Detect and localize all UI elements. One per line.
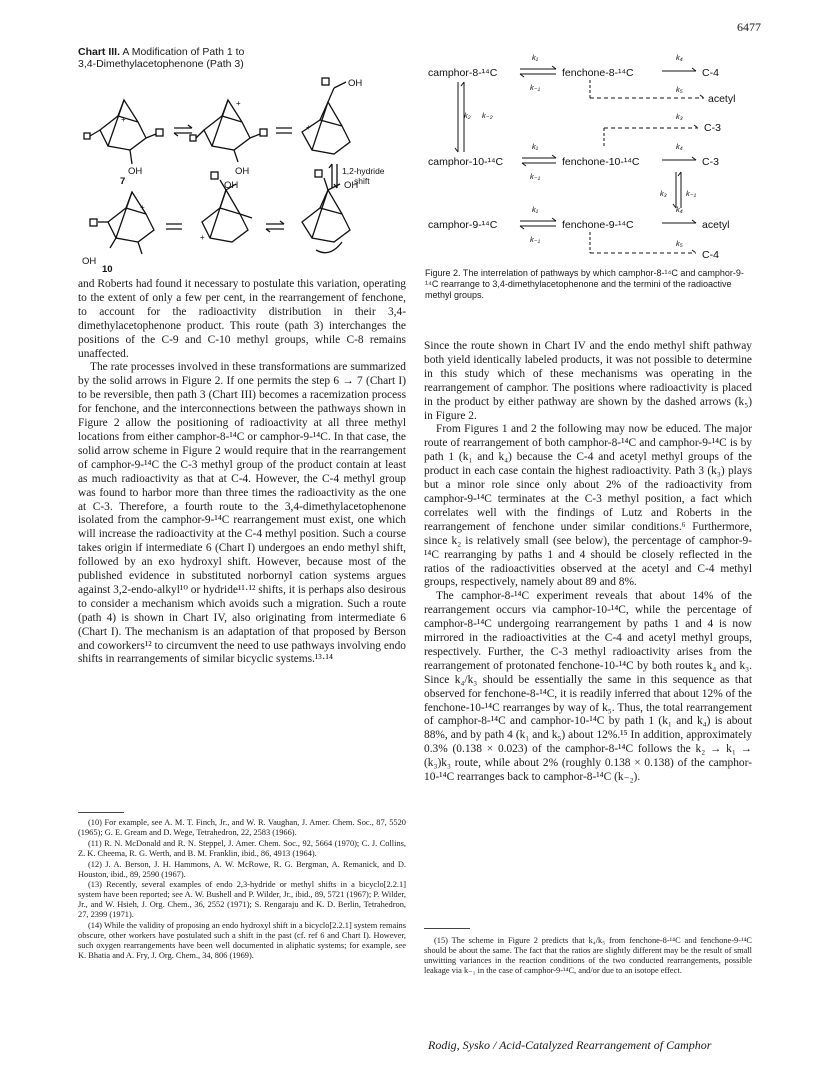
- oh-label-3: OH: [348, 78, 363, 89]
- page-number: 6477: [737, 20, 761, 34]
- footnote-11: (11) R. N. McDonald and R. N. Steppel, J. Amer. Chem. Soc., 92, 5664 (1970); C. J. Collins, Z. K. Cheema, R. G. Werth, and B. M. Franklin, ibid., 86, 4913 (1964).: [78, 838, 406, 858]
- hydride-shift-label-2: shift: [354, 176, 370, 186]
- structure-10c: [302, 170, 350, 253]
- compound-label-7: 7: [120, 176, 126, 187]
- running-footer: Rodig, Sysko / Acid-Catalyzed Rearrangement of Camphor: [428, 1038, 712, 1052]
- structure-7c: [302, 78, 350, 154]
- structure-7a: [84, 100, 163, 164]
- fig2-c4-bottom: C-4: [702, 249, 719, 261]
- left-footnotes: [78, 818, 406, 962]
- oh-label-5: OH: [344, 180, 359, 191]
- fig2-fenchone-9: fenchone-9-¹⁴C: [562, 219, 634, 231]
- cation-plus-2: +: [236, 99, 241, 108]
- fig2-acetyl-bottom: acetyl: [702, 219, 730, 231]
- oh-label-2: OH: [235, 166, 250, 177]
- fig2-fenchone-8: fenchone-8-¹⁴C: [562, 67, 634, 79]
- fig2-c3-mid: C-3: [702, 156, 719, 168]
- fig2-k1-top: k₁: [532, 53, 539, 62]
- footnote-12: (12) J. A. Berson, J. H. Hammons, A. W. McRowe, R. G. Bergman, A. Remanick, and D. Houston, ibid., 89, 2590 (1967).: [78, 859, 406, 879]
- right-paragraph-2: From Figures 1 and 2 the following may now be educed. The major route of rearrangement of both camphor-8-¹⁴C and camphor-9-¹⁴C is by path 1 (k₁ and k₄) because the C-4 and acetyl methyl groups of the product in each case contain the highest radioactivity. Path 3 (k₃) plays but a minor role since only about 2% of the radioactivity from camphor-9-¹⁴C terminates at the C-3 methyl position, a fact which correlates well with the findings of Lutz and Roberts in the rearrangement of fenchone under similar conditions.⁶ Furthermore, since k₂ is relatively small (see below), the percentage of camphor-9-¹⁴C rearranging by paths 1 and 4 should be closely reflected in the ratios of the radioactivities observed at the acetyl and C-4 methyl groups, respectively, namely about 89 and 8%.: [424, 423, 752, 589]
- footnote-15: (15) The scheme in Figure 2 predicts that k₄/k₅ from fenchone-8-¹⁴C and fenchone-9-¹⁴C should be about the same. The fact that the ratios are slightly different may be the result of small unwitting variances in the reaction conditions of the two conducted rearrangements, possible leakage via k₋₁ in the case of camphor-9-¹⁴C, and/or due to an isotope effect.: [424, 936, 752, 975]
- chart-3-title-line2: 3,4-Dimethylacetophenone (Path 3): [78, 58, 244, 70]
- chart-3-title: [78, 46, 244, 70]
- chart-3-title-rest: A Modification of Path 1 to: [120, 46, 245, 58]
- fig2-k4-bottom: k₄: [676, 205, 683, 214]
- left-paragraph-1: and Roberts had found it necessary to postulate this variation, operating to the extent of only a few per cent, in the rearrangement of fenchone, to account for the radioactivity distribution in their 3,4-dimethylacetophenone product. This route (path 3) interchanges the positions of the C-9 and C-10 methyl groups, while C-8 remains unaffected.: [78, 278, 406, 360]
- fig2-k-1-bottom: k₋₁: [530, 235, 541, 244]
- fig2-camphor-8: camphor-8-¹⁴C: [428, 67, 498, 79]
- cation-plus-3: +: [306, 123, 311, 132]
- fig2-camphor-9: camphor-9-¹⁴C: [428, 219, 498, 231]
- fig2-k3-right: k₃: [660, 189, 667, 198]
- figure-2-scheme: [424, 48, 754, 263]
- footnote-rule-left: [78, 812, 124, 813]
- chart-3-structures: [80, 72, 420, 272]
- hydride-shift-label-1: 1,2-hydride: [342, 166, 385, 176]
- fig2-c4-top: C-4: [702, 67, 719, 79]
- structure-10a: [90, 192, 154, 254]
- fig2-k4-mid: k₄: [676, 142, 683, 151]
- fig2-k5-bottom: k₅: [676, 239, 683, 248]
- left-column: [78, 278, 406, 667]
- oh-label-6: OH: [82, 256, 97, 267]
- cation-plus-5: +: [200, 233, 205, 242]
- fig2-k3-top: k₃: [676, 112, 683, 121]
- oh-label-1: OH: [128, 166, 143, 177]
- footnote-14: (14) While the validity of proposing an endo hydroxyl shift in a bicyclo[2.2.1] system remains obscure, other workers have postulated such a shift in the past (cf. ref 6 and Chart I). However, such oxygen rearrangements have been well documented in aliphatic systems; for example, see K. Bhatia and A. Fry, J. Org. Chem., 34, 806 (1969).: [78, 921, 406, 960]
- left-paragraph-2: The rate processes involved in these transformations are summarized by the solid arrows in Figure 2. If one permits the step 6 → 7 (Chart I) to be reversible, then path 3 (Chart III) becomes a racemization process for fenchone, and the interconnections between the pathways shown in Figure 2 allow the positioning of radioactivity at all three methyl locations from either camphor-8-¹⁴C or camphor-9-¹⁴C. In that case, the solid arrow scheme in Figure 2 would require that in the rearrangement of camphor-9-¹⁴C the C-3 methyl group of the product contain at least as much radioactivity as that at C-4. However, the C-4 methyl group was found to harbor more than three times the radioactivity as the one at C-3. Therefore, a fourth route to the 3,4-dimethylacetophenone isolated from the camphor-9-¹⁴C rearrangement must exist, one which will increase the radioactivity at the C-4 methyl position. Such a course takes origin if intermediate 6 (Chart I) undergoes an endo methyl shift, followed by an exo hydroxyl shift. However, because most of the published evidence in substituted norbornyl cation systems argues against 3,2-endo-alkyl¹⁰ or hydride¹¹·¹² shifts, it is perhaps also desirous to consider a mechanism which avoids such a migration. Such a route (path 4) is shown in Chart IV, also originating from intermediate 6 (Chart I). The mechanism is an adaptation of that proposed by Berson and coworkers¹² to circumvent the need to use pathways involving endo shifts in rearrangements of similar bicyclic systems.¹³·¹⁴: [78, 361, 406, 666]
- fig2-acetyl-top: acetyl: [708, 93, 736, 105]
- fig2-k-3-right: k₋₁: [686, 189, 697, 198]
- footnote-13: (13) Recently, several examples of endo 2,3-hydride or methyl shifts in a bicyclo[2.2.1] system have been reported; see A. W. Bushell and P. Wilder, Jr., ibid., 89, 5721 (1967); P. Wilder, Jr., and W. Hsieh, J. Org. Chem., 36, 2552 (1971); S. Rengaraju and K. D. Berlin, Tetrahedron, 27, 2399 (1971).: [78, 880, 406, 920]
- compound-label-10: 10: [102, 264, 113, 272]
- chart-3-title-bold: Chart III.: [78, 46, 121, 58]
- cation-plus-4: +: [140, 203, 145, 212]
- fig2-k4-top: k₄: [676, 53, 683, 62]
- figure-2-caption: Figure 2. The interrelation of pathways by which camphor-8-¹⁴C and camphor-9-¹⁴C rearrange to 3,4-dimethylacetophenone and the termini of the radioactive methyl groups.: [425, 268, 744, 300]
- fig2-k1-mid: k₁: [532, 142, 539, 151]
- cation-plus-1: +: [121, 115, 126, 124]
- footnote-rule-right: [424, 928, 470, 929]
- fig2-fenchone-10: fenchone-10-¹⁴C: [562, 156, 640, 168]
- right-footnotes: [424, 936, 752, 977]
- fig2-k2-left: k₂: [464, 111, 471, 120]
- right-column: [424, 340, 752, 785]
- structure-7b: [190, 100, 267, 162]
- right-paragraph-3: The camphor-8-¹⁴C experiment reveals that about 14% of the rearrangement occurs via camphor-10-¹⁴C, while the percentage of camphor-8-¹⁴C undergoing rearrangement by paths 1 and 4 is now mirrored in the radioactivities at the C-4 and acetyl methyl groups, respectively. Further, the C-3 methyl radioactivity arises from the rearrangement of protonated fenchone-10-¹⁴C by both routes k₄ and k₃. Since k₄/k₃ should be essentially the same in this sequence as that observed for fenchone-8-¹⁴C, it is readily inferred that about 12% of the fenchone-10-¹⁴C rearranges by way of k₅. Thus, the total rearrangement of camphor-8-¹⁴C and camphor-10-¹⁴C by path 1 (k₁ and k₄) is about 88%, and by path 4 (k₁ and k₅) about 12%.¹⁵ In addition, approximately 0.3% (0.138 × 0.023) of the camphor-8-¹⁴C follows the k₂ → k₁ → (k₃)k₃ route, while about 2% (roughly 0.138 × 0.138) of the camphor-10-¹⁴C rearranges back to camphor-8-¹⁴C (k₋₂).: [424, 590, 752, 784]
- fig2-k-1-top: k₋₁: [530, 83, 541, 92]
- fig2-k-1-mid: k₋₁: [530, 172, 541, 181]
- oh-label-4: OH: [224, 180, 239, 191]
- right-paragraph-1: Since the route shown in Chart IV and the endo methyl shift pathway both yield identically labeled products, it was not possible to determine in this study which of these mechanisms was operating in the rearrangement of camphor. The positions where radioactivity is placed in the product by either pathway are shown by the dashed arrows (k₅) in Figure 2.: [424, 340, 752, 422]
- fig2-camphor-10: camphor-10-¹⁴C: [428, 156, 504, 168]
- fig2-k5-top: k₅: [676, 85, 683, 94]
- fig2-k-2-left: k₋₂: [482, 111, 493, 120]
- footnote-10: (10) For example, see A. M. T. Finch, Jr., and W. R. Vaughan, J. Amer. Chem. Soc., 87, 5520 (1965); G. E. Gream and D. Wege, Tetrahedron, 22, 2583 (1966).: [78, 818, 406, 837]
- fig2-c3-top: C-3: [704, 122, 721, 134]
- fig2-k1-bottom: k₁: [532, 205, 539, 214]
